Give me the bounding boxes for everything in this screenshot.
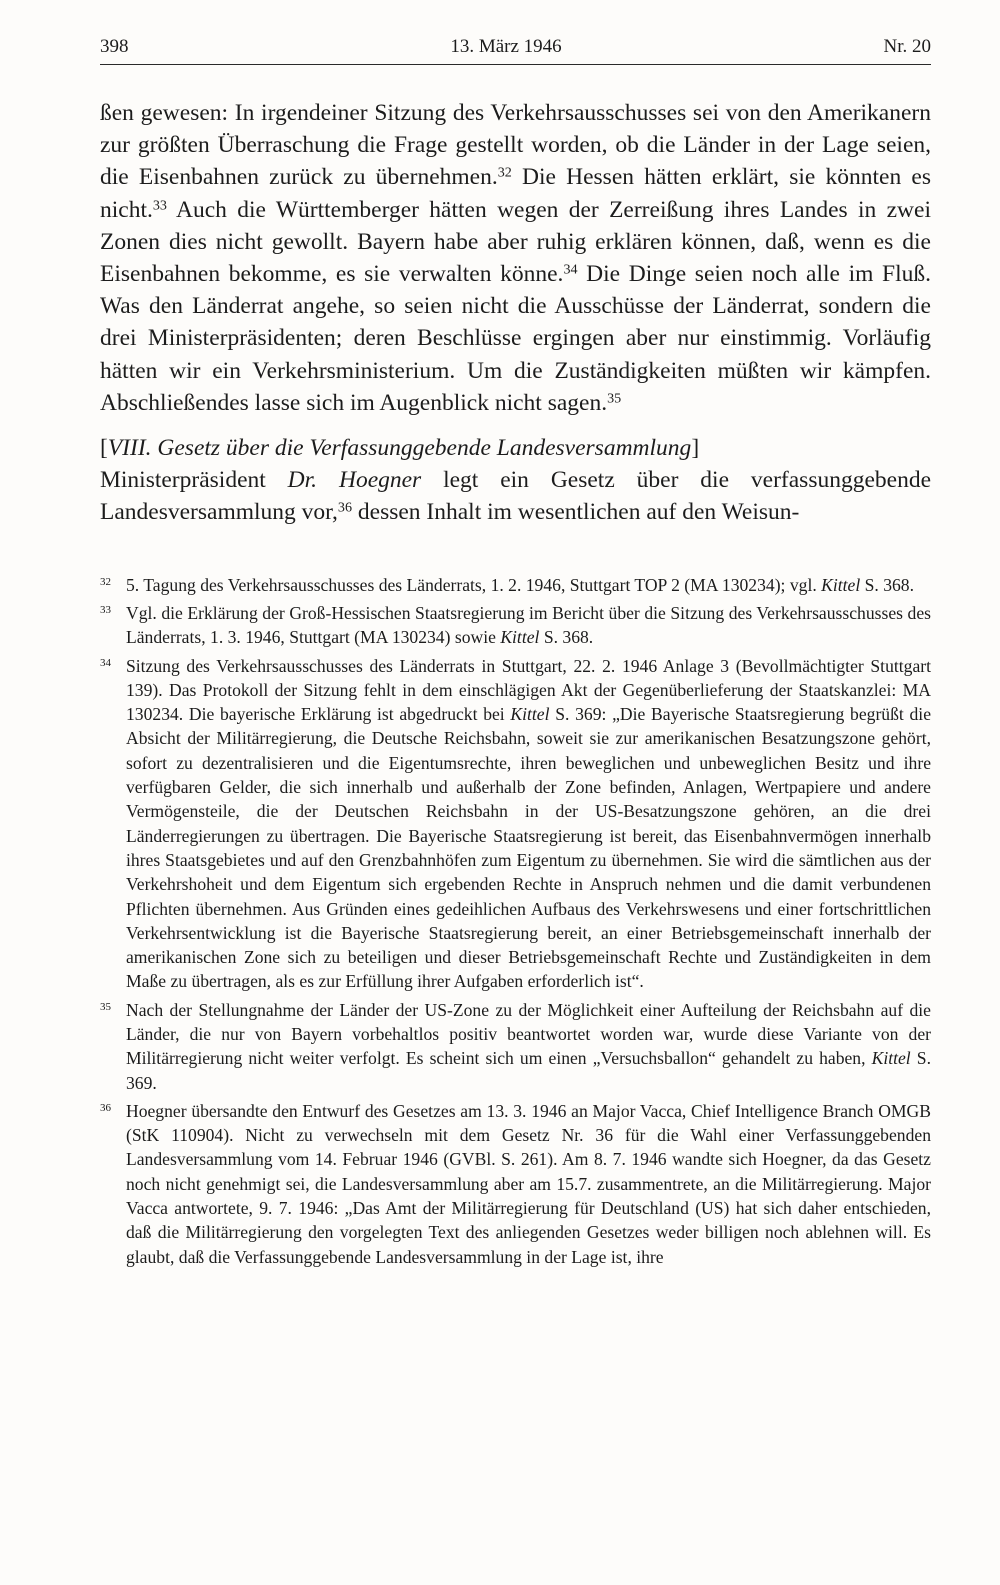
footnote [100, 1099, 931, 1269]
footnote [100, 601, 931, 650]
header-date: 13. März 1946 [450, 36, 562, 57]
footnote-text [126, 654, 931, 994]
footnote [100, 573, 931, 597]
document-page [100, 36, 931, 1273]
text-run: legt ein Gesetz über die verfassunggebende Landesversammlung vor, [100, 467, 932, 526]
text-run: Nach der Stellungnahme der Länder der US-Zone zu der Möglichkeit einer Aufteilung der Reichsbahn auf die Länder, die nur von Bayern vorbehaltlos positiv beantwortet worden war, wurde diese Variante von der Militärregierung nicht weiter verfolgt. Es scheint sich um einen „Versuchsballon“ gehandelt zu haben, [126, 999, 931, 1069]
section-title: VIII. Gesetz über die Verfassunggebende Landesversammlung [107, 435, 692, 462]
footnote-text [126, 601, 931, 650]
bracket-close: ] [691, 435, 700, 462]
footnote-text [126, 573, 931, 597]
text-run: ßen gewesen: In irgendeiner Sitzung des Verkehrsausschusses sei von den Amerikanern zur größten Überraschung die Frage gestellt worden, ob die Länder in der Lage seien, die Eisenbahnen zurück zu übernehmen. [100, 100, 931, 191]
text-run: S. 369. [126, 1048, 931, 1093]
text-run: Die Dinge seien noch alle im Fluß. Was den Länderrat angehe, so seien nicht die Ausschüsse der Länderrat, sondern die drei Ministerpräsidenten; deren Beschlüsse ergingen aber nur einstimmig. Vorläufig hätten wir ein Verkehrsministerium. Um die Zuständigkeiten müßten wir kämpfen. Abschließendes lasse sich im Augenblick nicht sagen. [100, 261, 932, 416]
footnote-text [126, 1099, 931, 1269]
text-run: S. 368. [539, 627, 594, 648]
footnote-ref[interactable]: 34 [563, 261, 578, 278]
text-run: Auch die Württemberger hätten wegen der Zerreißung ihres Landes in zwei Zonen dies nicht gewollt. Bayern habe aber ruhig erklären können, daß, wenn es die Eisenbahnen bekomme, es sie verwalten könne. [100, 196, 931, 288]
text-run: Vgl. die Erklärung der Groß-Hessischen Staatsregierung im Bericht über die Sitzung des Verkehrsausschusses des Länderrats, 1. 3. 1946, Stuttgart (MA 130234) sowie [126, 602, 931, 648]
footnote [100, 654, 931, 994]
running-header [100, 36, 931, 65]
footnotes [100, 573, 931, 1269]
footnote-number: 33 [100, 603, 111, 616]
footnote-number: 35 [100, 1000, 111, 1013]
text-run: Ministerpräsident [100, 467, 288, 494]
footnote-ref[interactable]: 33 [152, 196, 167, 213]
citation-author: Kittel [821, 574, 861, 595]
paragraph [100, 464, 931, 528]
text-run [317, 467, 339, 493]
citation-author: Kittel [510, 704, 550, 725]
footnote-text [126, 998, 931, 1095]
document-number: Nr. 20 [883, 36, 931, 57]
page-number: 398 [100, 36, 129, 57]
text-run: 5. Tagung des Verkehrsausschusses des Länderrats, 1. 2. 1946, Stuttgart TOP 2 (MA 130234); vgl. [126, 574, 822, 595]
main-text [100, 97, 931, 529]
text-run: dessen Inhalt im wesentlichen auf den Weisun- [352, 499, 800, 526]
footnote [100, 998, 931, 1095]
bracket-open: [ [100, 435, 108, 462]
paragraph [100, 97, 931, 419]
footnote-number: 32 [100, 575, 111, 588]
citation-author: Kittel [871, 1048, 911, 1069]
text-run: Die Hessen hätten erklärt, sie könnten es nicht. [100, 164, 932, 223]
text-run: Hoegner übersandte den Entwurf des Gesetzes am 13. 3. 1946 an Major Vacca, Chief Intelligence Branch OMGB (StK 110904). Nicht zu verwechseln mit dem Gesetz Nr. 36 für die Wahl einer Verfassunggebenden Landesversammlung vom 14. Februar 1946 (GVBl. S. 261). Am 8. 7. 1946 wandte sich Hoegner, da das Gesetz noch nicht genehmigt sei, die Landesversammlung aber am 15.7. zusammentrete, an die Militärregierung. Major Vacca antwortete, 9. 7. 1946: „Das Amt der Militärregierung für Deutschland (US) hat sich daher entschieden, daß die Militärregierung den vorgelegten Text des anliegenden Gesetzes weder billigen noch ablehnen will. Es glaubt, daß die Verfassunggebende Landesversammlung in der Lage ist, ihre [126, 1100, 931, 1267]
footnote-ref[interactable]: 35 [607, 390, 622, 407]
section-heading [100, 432, 931, 464]
footnote-ref[interactable]: 32 [497, 164, 512, 181]
footnote-number: 34 [100, 656, 111, 669]
citation-author: Kittel [500, 627, 540, 648]
text-run: S. 369: „Die Bayerische Staatsregierung begrüßt die Absicht der Militärregierung, die Deutsche Reichsbahn, soweit sie zur amerikanischen Besatzungszone gehört, sofort zu dezentralisieren und die Eigentumsrechte, ihren beweglichen und unbeweglichen Besitz und ihre verfügbaren Gelder, die sich innerhalb und außerhalb der Zone befinden, Anlagen, Wertpapiere und andere Vermögensteile, die der Deutschen Reichsbahn in der US-Besatzungszone gehören, an die drei Länderregierungen zu übertragen. Die Bayerische Staatsregierung ist bereit, das Eisenbahnvermögen innerhalb ihres Staatsgebietes und auf den Grenzbahnhöfen zum Eigentum zu übernehmen. Sie wird die sämtlichen aus der Verkehrshoheit und dem Eigentum sich ergebenden Rechte in Anspruch nehmen und die damit verbundenen Pflichten übernehmen. Aus Gründen eines gedeihlichen Aufbaus des Verkehrswesens und einer fortschrittlichen Verkehrsentwicklung ist die Bayerische Staatsregierung bereit, an einer Betriebsgemeinschaft innerhalb der amerikanischen Zone sich zu beteiligen und dieser Betriebsgemeinschaft Rechte und Zuständigkeiten in dem Maße zu übertragen, als es zur Erfüllung ihrer Aufgaben erforderlich ist“. [126, 704, 931, 992]
person-name: Hoegner [338, 467, 422, 494]
person-name: Dr. [287, 467, 318, 494]
footnote-ref[interactable]: 36 [337, 499, 353, 516]
footnote-number: 36 [100, 1101, 111, 1114]
text-run: S. 368. [860, 574, 915, 595]
text-run: Sitzung des Verkehrsausschusses des Länderrats in Stuttgart, 22. 2. 1946 Anlage 3 (Bevollmächtigter Stuttgart 139). Das Protokoll der Sitzung fehlt in dem einschlägigen Akt der Gegenüberlieferung der Staatskanzlei: MA 130234. Die bayerische Erklärung ist abgedruckt bei [126, 655, 931, 725]
